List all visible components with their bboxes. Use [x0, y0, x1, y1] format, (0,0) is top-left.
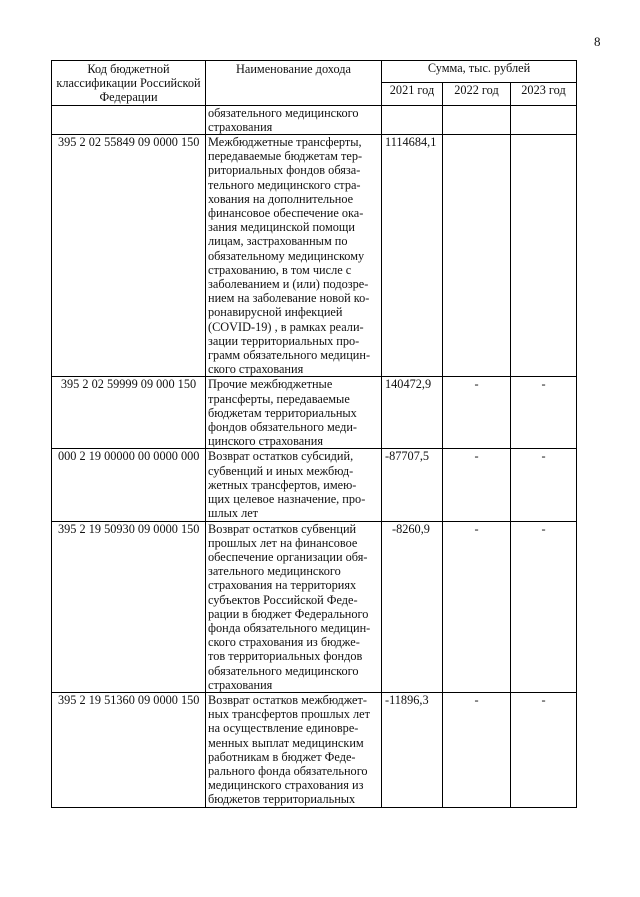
row-name-line: прошлых лет на финансовое	[208, 535, 358, 550]
row-code: 395 2 02 55849 09 0000 150	[52, 135, 206, 377]
table-row	[52, 377, 577, 449]
row-name-line: бюджетов территориальных	[208, 792, 356, 807]
row-name-line: Межбюджетные трансферты,	[208, 135, 362, 150]
row-name	[206, 135, 382, 377]
header-code	[52, 61, 206, 106]
row-name-line: зательного медицинского	[208, 564, 341, 579]
row-name	[206, 521, 382, 692]
row-value-2021: 140472,9	[382, 377, 443, 449]
row-name-line: страхованию, в том числе с	[208, 262, 352, 277]
row-name	[206, 692, 382, 807]
row-value-2022: -	[443, 521, 511, 692]
row-name-line: ского страхования	[208, 362, 304, 377]
row-name-line: обязательному медицинскому	[208, 248, 365, 263]
row-name-line: риториальных фондов обяза-	[208, 163, 361, 178]
header-sum: Сумма, тыс. рублей	[382, 61, 577, 83]
table-row	[52, 449, 577, 521]
header-year-2023: 2023 год	[511, 83, 577, 105]
row-value-2022	[443, 105, 511, 134]
revenue-table	[51, 60, 577, 808]
row-name-line: Возврат остатков субсидий,	[208, 449, 354, 464]
row-value-2023: -	[511, 692, 577, 807]
row-name-line: зации территориальных про-	[208, 333, 360, 348]
header-code-line: классификации Российской	[56, 76, 201, 91]
row-code: 395 2 02 59999 09 000 150	[52, 377, 206, 449]
row-value-2021: -87707,5	[382, 449, 443, 521]
row-name	[206, 377, 382, 449]
table-row	[52, 135, 577, 377]
row-value-2022	[443, 135, 511, 377]
row-value-2021: -11896,3	[382, 692, 443, 807]
row-name-line: лицам, застрахованным по	[208, 234, 348, 249]
row-name-line: субвенций и иных межбюд-	[208, 463, 354, 478]
row-name-line: обязательного медицинского	[208, 663, 359, 678]
row-value-2023: -	[511, 377, 577, 449]
header-year-2022: 2022 год	[443, 83, 511, 105]
row-value-2022: -	[443, 449, 511, 521]
row-name-line: нием на заболевание новой ко-	[208, 291, 370, 306]
row-code: 395 2 19 50930 09 0000 150	[52, 521, 206, 692]
row-name-line: тов территориальных фондов	[208, 649, 363, 664]
row-name-line: страхования	[208, 677, 273, 692]
row-name-line: хования на дополнительное	[208, 191, 354, 206]
row-code: 000 2 19 00000 00 0000 000	[52, 449, 206, 521]
row-value-2021	[382, 105, 443, 134]
table-row	[52, 105, 577, 134]
row-name-line: страхования на территориях	[208, 578, 357, 593]
row-name-line: (COVID-19) , в рамках реали-	[208, 319, 364, 334]
row-value-2023: -	[511, 521, 577, 692]
row-name-line: рального фонда обязательного	[208, 763, 368, 778]
table-row	[52, 521, 577, 692]
row-name-line: цинского страхования	[208, 434, 323, 449]
row-name-line: менных выплат медицинским	[208, 735, 364, 750]
table-row	[52, 692, 577, 807]
row-name-line: ского страхования из бюдже-	[208, 635, 360, 650]
row-code	[52, 105, 206, 134]
row-name-line: медицинского страхования из	[208, 778, 364, 793]
row-name-line: работникам в бюджет Федe-	[208, 749, 356, 764]
row-name-line: жетных трансфертов, имею-	[208, 477, 357, 492]
row-code: 395 2 19 51360 09 0000 150	[52, 692, 206, 807]
row-name-line: шлых лет	[208, 506, 259, 521]
row-name-line: ных трансфертов прошлых лет	[208, 707, 370, 722]
row-name-line: рации в бюджет Федерального	[208, 606, 369, 621]
row-name-line: Возврат остатков межбюджет-	[208, 692, 367, 707]
row-name-line: Прочие межбюджетные	[208, 377, 333, 392]
row-name-line: грамм обязательного медицин-	[208, 348, 371, 363]
page-number: 8	[594, 34, 601, 49]
row-name	[206, 449, 382, 521]
row-name-line: обеспечение организации обя-	[208, 549, 368, 564]
row-name-line: фонда обязательного медицин-	[208, 620, 371, 635]
row-name-line: обязательного медицинского	[208, 105, 359, 120]
row-value-2021: -8260,9	[382, 521, 443, 692]
header-year-2021: 2021 год	[382, 83, 443, 105]
row-value-2022: -	[443, 692, 511, 807]
row-name-line: фондов обязательного меди-	[208, 420, 358, 435]
row-name-line: субъектов Российской Феде-	[208, 592, 358, 607]
row-name-line: трансферты, передаваемые	[208, 391, 350, 406]
row-value-2023	[511, 135, 577, 377]
row-name-line: Возврат остатков субвенций	[208, 521, 357, 536]
row-value-2023: -	[511, 449, 577, 521]
row-value-2023	[511, 105, 577, 134]
row-name-line: передаваемые бюджетам тер-	[208, 149, 363, 164]
row-value-2021: 1114684,1	[382, 135, 443, 377]
row-name-line: зания медицинской помощи	[208, 220, 355, 235]
row-name-line: ронавирусной инфекцией	[208, 305, 343, 320]
row-name-line: финансовое обеспечение ока-	[208, 206, 364, 221]
header-code-line: Федерации	[99, 90, 158, 105]
row-name-line: бюджетам территориальных	[208, 405, 357, 420]
row-name-line: заболеванием и (или) подозре-	[208, 277, 369, 292]
header-code-line: Код бюджетной	[87, 62, 170, 76]
row-value-2022: -	[443, 377, 511, 449]
row-name-line: тельного медицинского стра-	[208, 177, 361, 192]
row-name-line: на осуществление единовре-	[208, 721, 359, 736]
row-name-line: страхования	[208, 119, 273, 134]
row-name-line: щих целевое назначение, про-	[208, 492, 366, 507]
header-name: Наименование дохода	[206, 61, 382, 106]
row-name	[206, 105, 382, 134]
